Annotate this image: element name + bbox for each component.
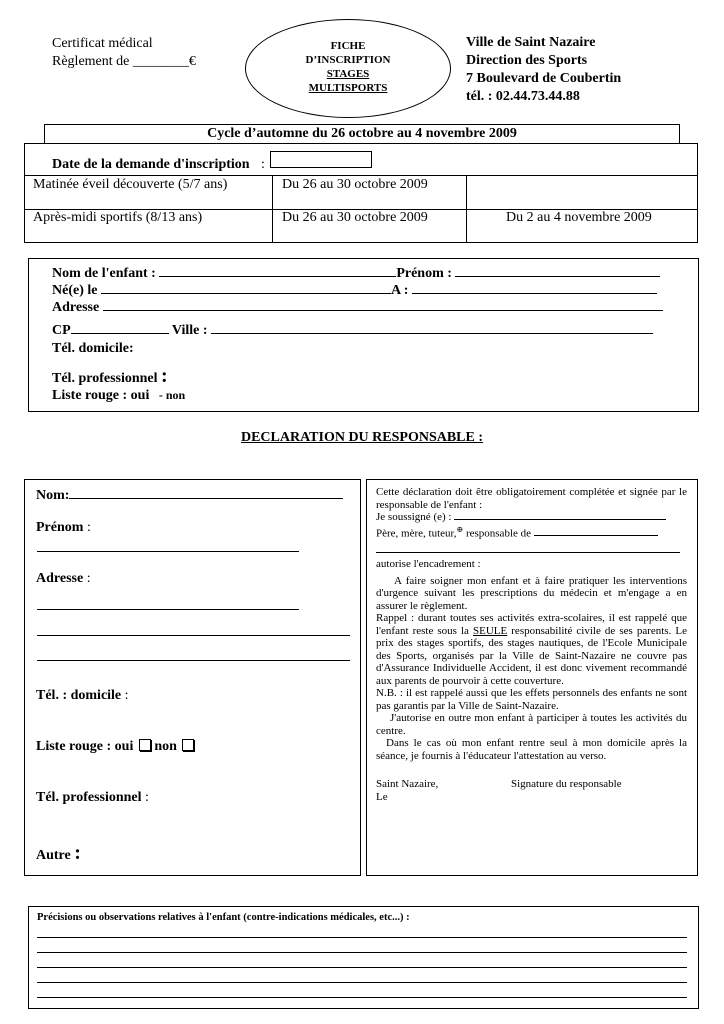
reminder-text-a: Rappel : durant toutes ses activités extra-scolaires, il est rappelé que l'enfant reste sous la xyxy=(376,612,687,637)
child-birthdate-field[interactable] xyxy=(101,293,391,294)
responsible-other-colon: : xyxy=(74,842,81,864)
responsible-other-label: Autre xyxy=(36,848,75,863)
care-paragraph: A faire soigner mon enfant et à faire pratiquer les interventions d'urgence suivant les prescriptions du médecin et m'engage a en assurer le règlement. xyxy=(376,574,687,612)
responsible-firstname-colon: : xyxy=(83,520,91,535)
place-label: Saint Nazaire, xyxy=(376,778,439,791)
responsible-address-label: Adresse xyxy=(36,571,84,586)
undersigned-field[interactable] xyxy=(454,519,666,520)
nb-paragraph: N.B. : il est rappelé aussi que les effets personnels des enfants ne sont pas garantis par la Ville de Saint-Nazaire. xyxy=(376,687,687,712)
header-right xyxy=(466,34,621,106)
responsible-work-phone-row xyxy=(36,790,149,806)
reminder-paragraph xyxy=(376,612,687,687)
signature-date-label: Le xyxy=(376,790,388,803)
child-work-phone-row xyxy=(52,365,168,388)
child-name-label: Nom de l'enfant : xyxy=(52,266,160,281)
form-title-line3: STAGES xyxy=(326,68,370,80)
department-name: Direction des Sports xyxy=(466,53,588,68)
responsible-home-phone-colon: : xyxy=(121,688,129,703)
cycle-banner xyxy=(44,124,680,144)
child-name-row xyxy=(52,266,660,282)
responsible-home-phone-row xyxy=(36,688,129,704)
red-list-yes-label: Liste rouge : oui xyxy=(36,739,137,754)
child-city-row xyxy=(52,323,653,339)
session-name: Matinée éveil découverte (5/7 ans) xyxy=(33,177,228,192)
request-date-field[interactable] xyxy=(270,151,372,168)
responsible-address-field-2[interactable] xyxy=(37,635,350,636)
address-text: 7 Boulevard de Coubertin xyxy=(466,71,622,86)
child-work-phone-colon: : xyxy=(161,365,168,387)
responsible-name-row xyxy=(36,488,343,504)
declaration-title: DECLARATION DU RESPONSABLE : xyxy=(240,430,484,445)
relation-field[interactable] xyxy=(534,535,658,536)
responsible-work-phone-label: Tél. professionnel xyxy=(36,790,142,805)
activities-paragraph: J'autorise en outre mon enfant à participer à toutes les activités du centre. xyxy=(376,712,687,737)
form-title-line2: D’INSCRIPTION xyxy=(305,54,391,66)
responsible-firstname-field[interactable] xyxy=(37,551,299,552)
phone-text: tél. : 02.44.73.44.88 xyxy=(466,89,580,104)
child-red-list-row xyxy=(52,388,185,404)
statement-intro: Cette déclaration doit être obligatoirement complétée et signée par le responsable de l'enfant : xyxy=(376,486,687,511)
return-home-paragraph: Dans le cas où mon enfant rentre seul à mon domicile après la séance, je fournis à l'éducateur l'attestation au verso. xyxy=(376,737,687,762)
signature-row xyxy=(376,778,687,791)
child-birthdate-label: Né(e) le xyxy=(52,283,101,298)
request-date-row xyxy=(24,143,698,176)
remarks-line-1[interactable] xyxy=(37,937,687,938)
medical-certificate-label: Certificat médical xyxy=(52,36,153,51)
session-name: Après-midi sportifs (8/13 ans) xyxy=(33,210,203,225)
city-name: Ville de Saint Nazaire xyxy=(466,35,596,50)
form-title-line4: MULTISPORTS xyxy=(308,82,388,94)
child-red-list-yes[interactable]: Liste rouge : oui xyxy=(52,388,150,403)
responsible-home-phone-label: Tél. : domicile xyxy=(36,688,122,703)
child-firstname-label: Prénom : xyxy=(396,266,456,281)
form-title-line1: FICHE xyxy=(330,40,366,52)
session-period: Du 2 au 4 novembre 2009 xyxy=(506,210,652,225)
red-list-yes-checkbox[interactable] xyxy=(139,739,151,751)
responsible-work-phone-colon: : xyxy=(141,790,149,805)
remarks-line-4[interactable] xyxy=(37,982,687,983)
responsible-info-box xyxy=(24,479,361,876)
child-home-phone-label: Tél. domicile: xyxy=(52,341,134,356)
child-birthplace-label: A : xyxy=(390,283,412,298)
session-period: Du 26 au 30 octobre 2009 xyxy=(282,177,428,192)
red-list-no-label: non xyxy=(150,739,181,754)
cycle-title: Cycle d’automne du 26 octobre au 4 novembre 2009 xyxy=(207,126,517,141)
responsible-address-row xyxy=(36,571,91,587)
child-firstname-field[interactable] xyxy=(455,276,660,277)
relation-mark: ⊕ xyxy=(456,524,464,534)
child-info-box xyxy=(28,258,699,412)
reminder-emphasis: SEULE xyxy=(472,624,508,637)
child-city-label: Ville : xyxy=(168,323,212,338)
child-address-field[interactable] xyxy=(103,310,663,311)
request-date-label: Date de la demande d'inscription xyxy=(52,157,250,172)
statement-text xyxy=(376,486,687,803)
signature-label: Signature du responsable xyxy=(511,778,622,791)
child-work-phone-label: Tél. professionnel xyxy=(52,371,162,386)
payment-label: Règlement de ________€ xyxy=(52,54,196,69)
header-left xyxy=(52,35,196,71)
responsible-firstname-label: Prénom xyxy=(36,520,84,535)
relation-field-2[interactable] xyxy=(376,540,680,553)
sessions-table xyxy=(24,175,698,243)
remarks-line-2[interactable] xyxy=(37,952,687,953)
statement-box xyxy=(366,479,698,876)
responsible-address-field-1[interactable] xyxy=(37,609,299,610)
child-red-list-no[interactable]: - non xyxy=(158,388,186,402)
title-oval xyxy=(245,19,451,118)
remarks-box xyxy=(28,906,699,1009)
child-address-label: Adresse xyxy=(52,300,103,315)
child-cp-label: CP xyxy=(52,323,71,338)
remarks-line-5[interactable] xyxy=(37,997,687,998)
reminder-text-b: responsabilité civile de ses parents. Le prix des stages sportifs, des stages nautiques, de l'Ecole Municipale des Sports, organisés par la Ville de Saint-Nazaire ne couvre pas d'Assurance Individuelle Accident, il est donc vivement recommandé aux parents de pourvoir à cette couverture. xyxy=(376,624,687,687)
responsible-name-label: Nom: xyxy=(36,488,70,503)
undersigned-label: Je soussigné (e) : xyxy=(376,511,455,523)
responsible-name-field[interactable] xyxy=(69,498,343,499)
remarks-line-3[interactable] xyxy=(37,967,687,968)
child-address-row xyxy=(52,300,663,316)
relation-label: Père, mère, tuteur, xyxy=(376,527,457,540)
responsible-address-colon: : xyxy=(83,571,91,586)
relation-row xyxy=(376,524,687,540)
child-birth-row xyxy=(52,283,657,299)
undersigned-row xyxy=(376,511,687,524)
session-period: Du 26 au 30 octobre 2009 xyxy=(282,210,428,225)
remarks-label: Précisions ou observations relatives à l'enfant (contre-indications médicales, etc...) : xyxy=(37,912,410,923)
child-name-field[interactable] xyxy=(159,276,396,277)
responsible-firstname-row xyxy=(36,520,91,536)
child-birthplace-field[interactable] xyxy=(412,293,657,294)
responsible-address-field-3[interactable] xyxy=(37,660,350,661)
responsible-other-row xyxy=(36,842,81,865)
red-list-no-checkbox[interactable] xyxy=(182,739,194,751)
authorize-label: autorise l'encadrement : xyxy=(376,558,481,571)
child-cp-field[interactable] xyxy=(71,333,169,334)
child-city-field[interactable] xyxy=(211,333,653,334)
relation-end-label: responsable de xyxy=(463,527,534,540)
responsible-red-list-row xyxy=(36,739,194,755)
request-date-colon: : xyxy=(261,157,265,172)
